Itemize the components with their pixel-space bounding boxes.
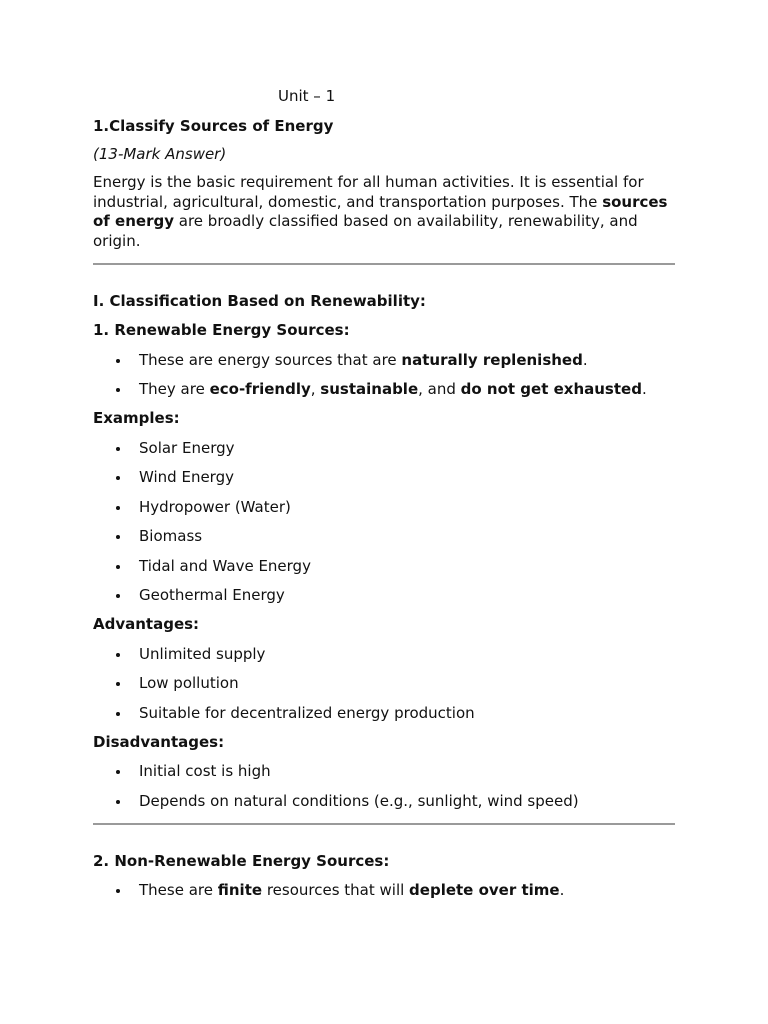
list-item: Tidal and Wave Energy <box>93 556 675 576</box>
list-item: Suitable for decentralized energy production <box>93 703 675 723</box>
point-text: . <box>641 380 647 398</box>
list-item: Solar Energy <box>93 438 675 458</box>
advantages-label: Advantages: <box>93 615 200 633</box>
point-text: These are <box>139 881 218 899</box>
divider-2 <box>93 823 675 825</box>
subheading-renewable: 1. Renewable Energy Sources: <box>93 321 350 339</box>
list-item: Initial cost is high <box>93 761 675 781</box>
mark-note: (13-Mark Answer) <box>93 145 227 163</box>
point-bold: deplete over time <box>409 881 560 899</box>
list-item <box>93 379 675 399</box>
disadvantages-list <box>93 761 675 811</box>
examples-label: Examples: <box>93 409 180 427</box>
list-item: Biomass <box>93 526 675 546</box>
point-text: They are <box>139 380 210 398</box>
unit-label: Unit – 1 <box>278 87 336 105</box>
intro-bold: sources of energy <box>93 192 668 230</box>
list-item: Hydropower (Water) <box>93 497 675 517</box>
list-item: Wind Energy <box>93 467 675 487</box>
list-item: Unlimited supply <box>93 644 675 664</box>
advantages-list <box>93 644 675 723</box>
point-text: , <box>310 380 321 398</box>
point-bold: do not get exhausted <box>460 380 642 398</box>
intro-text-2: are broadly classified based on availability, renewability, and origin. <box>93 212 638 250</box>
list-item: Geothermal Energy <box>93 585 675 605</box>
divider-1 <box>93 263 675 265</box>
document-content <box>93 86 675 900</box>
point-bold: naturally replenished <box>401 350 583 369</box>
list-item <box>93 880 675 900</box>
page-title: 1.Classify Sources of Energy <box>93 117 334 135</box>
point-text: . <box>582 350 588 369</box>
point-text: resources that will <box>262 881 410 899</box>
renewable-points-list <box>93 350 675 400</box>
non-renewable-points-list <box>93 880 675 900</box>
point-text: These are energy sources that are <box>139 350 402 369</box>
point-bold: eco-friendly <box>209 380 311 398</box>
point-bold: sustainable <box>320 380 419 398</box>
list-item <box>93 350 675 370</box>
point-text: . <box>559 881 565 899</box>
list-item: Depends on natural conditions (e.g., sunlight, wind speed) <box>93 791 675 811</box>
intro-paragraph <box>93 173 675 251</box>
section-heading-renewability: I. Classification Based on Renewability: <box>93 292 426 310</box>
examples-list <box>93 438 675 606</box>
disadvantages-label: Disadvantages: <box>93 732 225 751</box>
point-bold: finite <box>217 881 263 899</box>
list-item: Low pollution <box>93 673 675 693</box>
intro-text-1: Energy is the basic requirement for all human activities. It is essential for industrial, agricultural, domestic, and transportation purposes. The <box>93 173 644 211</box>
subheading-non-renewable: 2. Non-Renewable Energy Sources: <box>93 851 390 870</box>
point-text: , and <box>418 380 461 398</box>
